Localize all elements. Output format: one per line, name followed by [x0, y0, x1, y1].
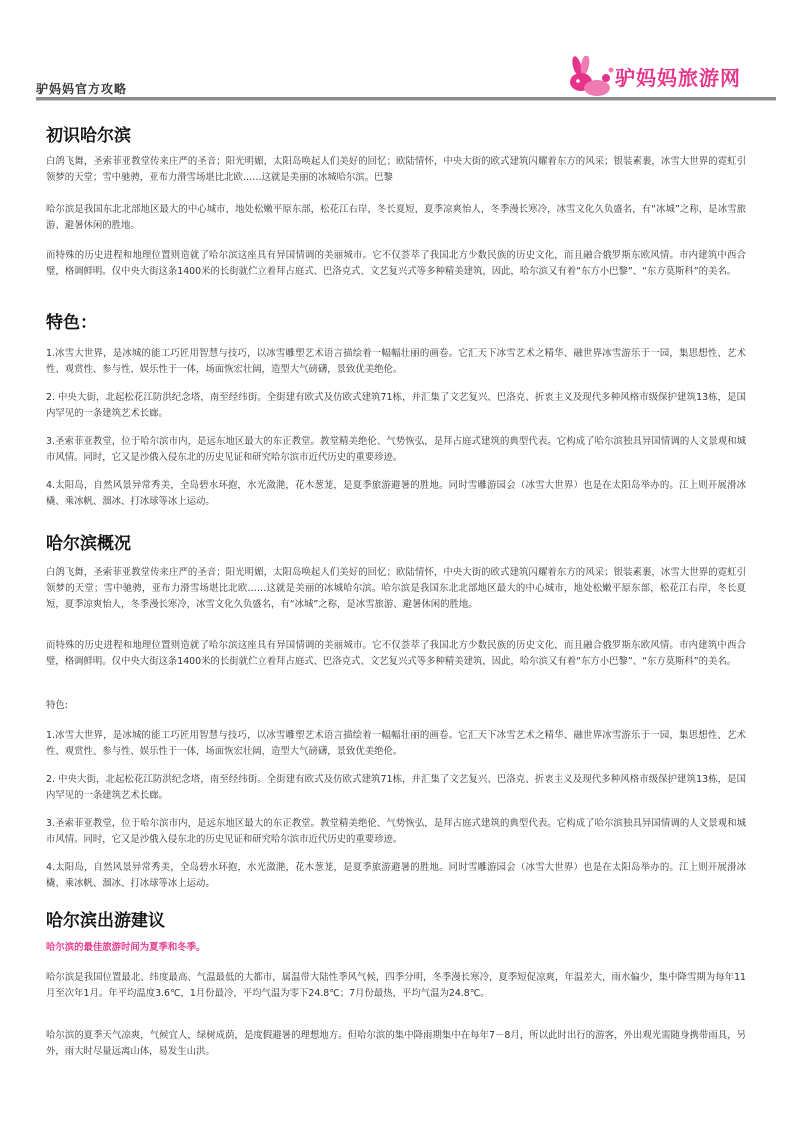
- overview-feature-item-1: 1.冰雪大世界，是冰城的能工巧匠用智慧与技巧，以冰雪雕塑艺术语言描绘着一幅幅壮丽的画卷。它汇天下冰雪艺术之精华、融世界冰雪游乐于一园，集思想性、艺术性、观赏性、参与性、娱乐性于一体，场面恢宏壮阔，造型大气磅礴，景致优美绝伦。: [46, 730, 746, 757]
- feature-item-3: 3.圣索菲亚教堂，位于哈尔滨市内，是远东地区最大的东正教堂。教堂精美绝伦、气势恢弘，是拜占庭式建筑的典型代表。它构成了哈尔滨独具异国情调的人文景观和城市风情。同时，它又是沙俄入侵东北的历史见证和研究哈尔滨市近代历史的重要珍迹。: [46, 436, 746, 463]
- logo-text: 驴妈妈旅游网: [615, 66, 741, 90]
- feature-item-4: 4.太阳岛，自然风景异常秀美，全岛碧水环抱，水光潋滟，花木葱茏，是夏季旅游避暑的胜地。同时雪雕游园会（冰雪大世界）也是在太阳岛举办的。江上则开展滑冰橇、乘冰帆、溜冰、打冰球等冰上运动。: [46, 480, 746, 507]
- page-header: [0, 0, 794, 110]
- feature-item-2: 2. 中央大街，北起松花江防洪纪念塔，南至经纬街。全街建有欧式及仿欧式建筑71栋，并汇集了文艺复兴、巴洛克、折衷主义及现代多种风格市级保护建筑13栋，是国内罕见的一条建筑艺术长廊。: [46, 392, 746, 419]
- section-title-travel: 哈尔滨出游建议: [46, 911, 165, 931]
- overview-paragraph-2: 而特殊的历史进程和地理位置则造就了哈尔滨这座具有异国情调的美丽城市。它不仅荟萃了我国北方少数民族的历史文化，而且融合俄罗斯东欧风情。市内建筑中西合璧，格调鲜明。仅中央大街这条1400米的长街就伫立着拜占庭式、巴洛克式、文艺复兴式等多种精美建筑，因此，哈尔滨又有着“东方小巴黎”、“东方莫斯科”的美名。: [46, 640, 746, 667]
- travel-paragraph-1: 哈尔滨是我国位置最北、纬度最高、气温最低的大都市，属温带大陆性季风气候，四季分明，冬季漫长寒冷，夏季短促凉爽，年温差大，雨水偏少，集中降雪期为每年11月至次年1月。年平均温度3.6℃，1月份最冷，平均气温为零下24.8℃；7月份最热，平均气温为24.8℃。: [46, 972, 746, 999]
- overview-paragraph-1: 白鸽飞舞，圣索菲亚教堂传来庄严的圣音；阳光明媚，太阳岛唤起人们美好的回忆；欧陆情怀，中央大街的欧式建筑闪耀着东方的风采；银装素裹，冰雪大世界的霓虹引领梦的天堂；雪中驰骋，亚布力滑雪场堪比北欧……这就是美丽的冰城哈尔滨。哈尔滨是我国东北北部地区最大的中心城市，地处松嫩平原东部，松花江右岸，冬长夏短，夏季凉爽怡人，冬季漫长寒冷，冰雪文化久负盛名，有“冰城”之称，是冰雪旅游、避暑休闲的胜地。: [46, 567, 746, 610]
- overview-feature-item-4: 4.太阳岛，自然风景异常秀美，全岛碧水环抱，水光潋滟，花木葱茏，是夏季旅游避暑的胜地。同时雪雕游园会（冰雪大世界）也是在太阳岛举办的。江上则开展滑冰橇、乘冰帆、溜冰、打冰球等冰上运动。: [46, 862, 746, 889]
- intro-paragraph-2: 哈尔滨是我国东北北部地区最大的中心城市，地处松嫩平原东部，松花江右岸，冬长夏短，夏季凉爽怡人，冬季漫长寒冷，冰雪文化久负盛名，有“冰城”之称，是冰雪旅游、避暑休闲的胜地。: [46, 204, 746, 231]
- brand-logo: [563, 52, 763, 102]
- overview-feature-item-3: 3.圣索菲亚教堂，位于哈尔滨市内，是远东地区最大的东正教堂。教堂精美绝伦、气势恢弘，是拜占庭式建筑的典型代表。它构成了哈尔滨独具异国情调的人文景观和城市风情。同时，它又是沙俄入侵东北的历史见证和研究哈尔滨市近代历史的重要珍迹。: [46, 818, 746, 845]
- overview-feature-item-2: 2. 中央大街，北起松花江防洪纪念塔，南至经纬街。全街建有欧式及仿欧式建筑71栋，并汇集了文艺复兴、巴洛克、折衷主义及现代多种风格市级保护建筑13栋，是国内罕见的一条建筑艺术长廊。: [46, 774, 746, 801]
- travel-paragraph-2: 哈尔滨的夏季天气凉爽，气候宜人，绿树成荫，是度假避暑的理想地方。但哈尔滨的集中降雨期集中在每年7－8月，所以此时出行的游客，外出观光需随身携带雨具，另外，雨大时尽量远离山体，易发生山洪。: [46, 1030, 746, 1057]
- intro-paragraph-3: 而特殊的历史进程和地理位置则造就了哈尔滨这座具有异国情调的美丽城市。它不仅荟萃了我国北方少数民族的历史文化，而且融合俄罗斯东欧风情。市内建筑中西合璧，格调鲜明。仅中央大街这条1400米的长街就伫立着拜占庭式、巴洛克式、文艺复兴式等多种精美建筑，因此，哈尔滨又有着“东方小巴黎”、“东方莫斯科”的美名。: [46, 250, 746, 277]
- section-title-overview: 哈尔滨概况: [46, 534, 131, 554]
- intro-paragraph-1: 白鸽飞舞，圣索菲亚教堂传来庄严的圣音；阳光明媚，太阳岛唤起人们美好的回忆；欧陆情怀，中央大街的欧式建筑闪耀着东方的风采；银装素裹，冰雪大世界的霓虹引领梦的天堂；雪中驰骋，亚布力滑雪场堪比北欧……这就是美丽的冰城哈尔滨。巴黎: [46, 156, 746, 183]
- header-divider-thin: [36, 100, 776, 101]
- best-time-highlight: 哈尔滨的最佳旅游时间为夏季和冬季。: [46, 942, 206, 953]
- donkey-logo-icon: [563, 56, 615, 100]
- feature-item-1: 1.冰雪大世界，是冰城的能工巧匠用智慧与技巧，以冰雪雕塑艺术语言描绘着一幅幅壮丽的画卷。它汇天下冰雪艺术之精华、融世界冰雪游乐于一园，集思想性、艺术性、观赏性、参与性、娱乐性于一体，场面恢宏壮阔，造型大气磅礴，景致优美绝伦。: [46, 348, 746, 375]
- section-title-features: 特色：: [46, 313, 97, 333]
- section-title-intro: 初识哈尔滨: [46, 126, 131, 146]
- overview-features-label: 特色:: [46, 700, 68, 711]
- header-title: 驴妈妈官方攻略: [36, 82, 128, 96]
